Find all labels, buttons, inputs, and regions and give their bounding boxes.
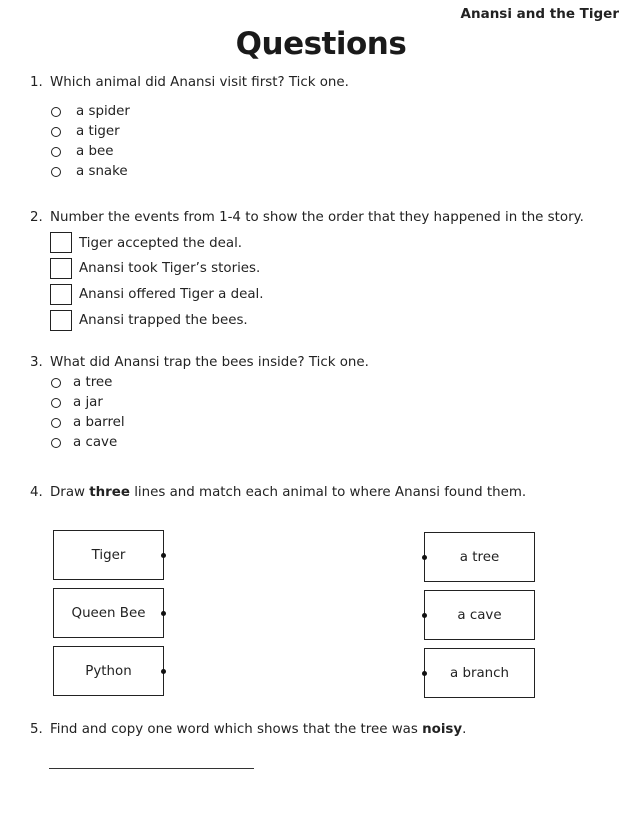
question-3-text: What did Anansi trap the bees inside? Tick one. xyxy=(50,355,369,370)
q3-option-3-label: a barrel xyxy=(73,415,125,430)
q1-option-1-label: a spider xyxy=(76,104,130,119)
question-3 xyxy=(30,355,369,370)
q1-option-2-label: a tiger xyxy=(76,124,120,139)
match-animal-label-3: Python xyxy=(85,663,132,679)
question-5-number: 5. xyxy=(30,722,43,737)
question-4-keyword: three xyxy=(89,485,130,500)
q2-event-3-number-box[interactable] xyxy=(50,284,72,305)
match-animal-dot-1[interactable] xyxy=(161,553,166,558)
q3-option-4-radio[interactable] xyxy=(51,438,61,448)
question-4-number: 4. xyxy=(30,485,43,500)
q3-option-1-label: a tree xyxy=(73,375,113,390)
question-3-number: 3. xyxy=(30,355,43,370)
question-4-text-start: Draw xyxy=(50,485,90,500)
match-animal-dot-3[interactable] xyxy=(161,669,166,674)
q3-option-3-radio[interactable] xyxy=(51,418,61,428)
question-5-keyword: noisy xyxy=(422,722,463,737)
q3-option-1-radio[interactable] xyxy=(51,378,61,388)
question-2 xyxy=(30,210,584,225)
match-animal-box-2 xyxy=(53,588,164,638)
q2-event-1-label: Tiger accepted the deal. xyxy=(79,236,243,251)
match-place-dot-3[interactable] xyxy=(422,671,427,676)
match-animal-dot-2[interactable] xyxy=(161,611,166,616)
question-4 xyxy=(30,485,526,500)
match-animal-box-3 xyxy=(53,646,164,696)
q1-option-4-label: a snake xyxy=(76,164,128,179)
q2-event-3-label: Anansi offered Tiger a deal. xyxy=(79,287,264,302)
match-animal-label-2: Queen Bee xyxy=(71,605,146,621)
q2-event-4-label: Anansi trapped the bees. xyxy=(79,313,248,328)
q3-option-4-label: a cave xyxy=(73,435,118,450)
match-place-dot-2[interactable] xyxy=(422,613,427,618)
match-animal-label-1: Tiger xyxy=(91,547,126,563)
q2-event-2-number-box[interactable] xyxy=(50,258,72,279)
match-place-label-2: a cave xyxy=(457,607,502,623)
question-1-number: 1. xyxy=(30,75,43,90)
match-place-box-3 xyxy=(424,648,535,698)
match-place-box-1 xyxy=(424,532,535,582)
question-1 xyxy=(30,75,349,90)
q2-event-1-number-box[interactable] xyxy=(50,232,72,253)
q1-option-3-radio[interactable] xyxy=(51,147,61,157)
q2-event-4-number-box[interactable] xyxy=(50,310,72,331)
match-animal-box-1 xyxy=(53,530,164,580)
question-5-text-end: . xyxy=(462,722,467,737)
match-place-dot-1[interactable] xyxy=(422,555,427,560)
question-1-text: Which animal did Anansi visit first? Tick one. xyxy=(50,75,349,90)
q1-option-3-label: a bee xyxy=(76,144,114,159)
q2-event-2-label: Anansi took Tiger’s stories. xyxy=(79,261,261,276)
question-2-text: Number the events from 1-4 to show the order that they happened in the story. xyxy=(50,210,584,225)
q1-option-1-radio[interactable] xyxy=(51,107,61,117)
match-place-box-2 xyxy=(424,590,535,640)
q1-option-4-radio[interactable] xyxy=(51,167,61,177)
match-place-label-1: a tree xyxy=(459,549,500,565)
q3-option-2-label: a jar xyxy=(73,395,103,410)
page-title: Questions xyxy=(235,26,407,62)
question-5 xyxy=(30,722,466,737)
worksheet-header-title: Anansi and the Tiger xyxy=(460,6,619,22)
q3-option-2-radio[interactable] xyxy=(51,398,61,408)
question-2-number: 2. xyxy=(30,210,43,225)
question-4-text-end: lines and match each animal to where Anansi found them. xyxy=(129,485,527,500)
match-place-label-3: a branch xyxy=(449,665,509,681)
q1-option-2-radio[interactable] xyxy=(51,127,61,137)
question-5-text-start: Find and copy one word which shows that the tree was xyxy=(50,722,423,737)
q5-answer-line[interactable] xyxy=(49,768,254,769)
